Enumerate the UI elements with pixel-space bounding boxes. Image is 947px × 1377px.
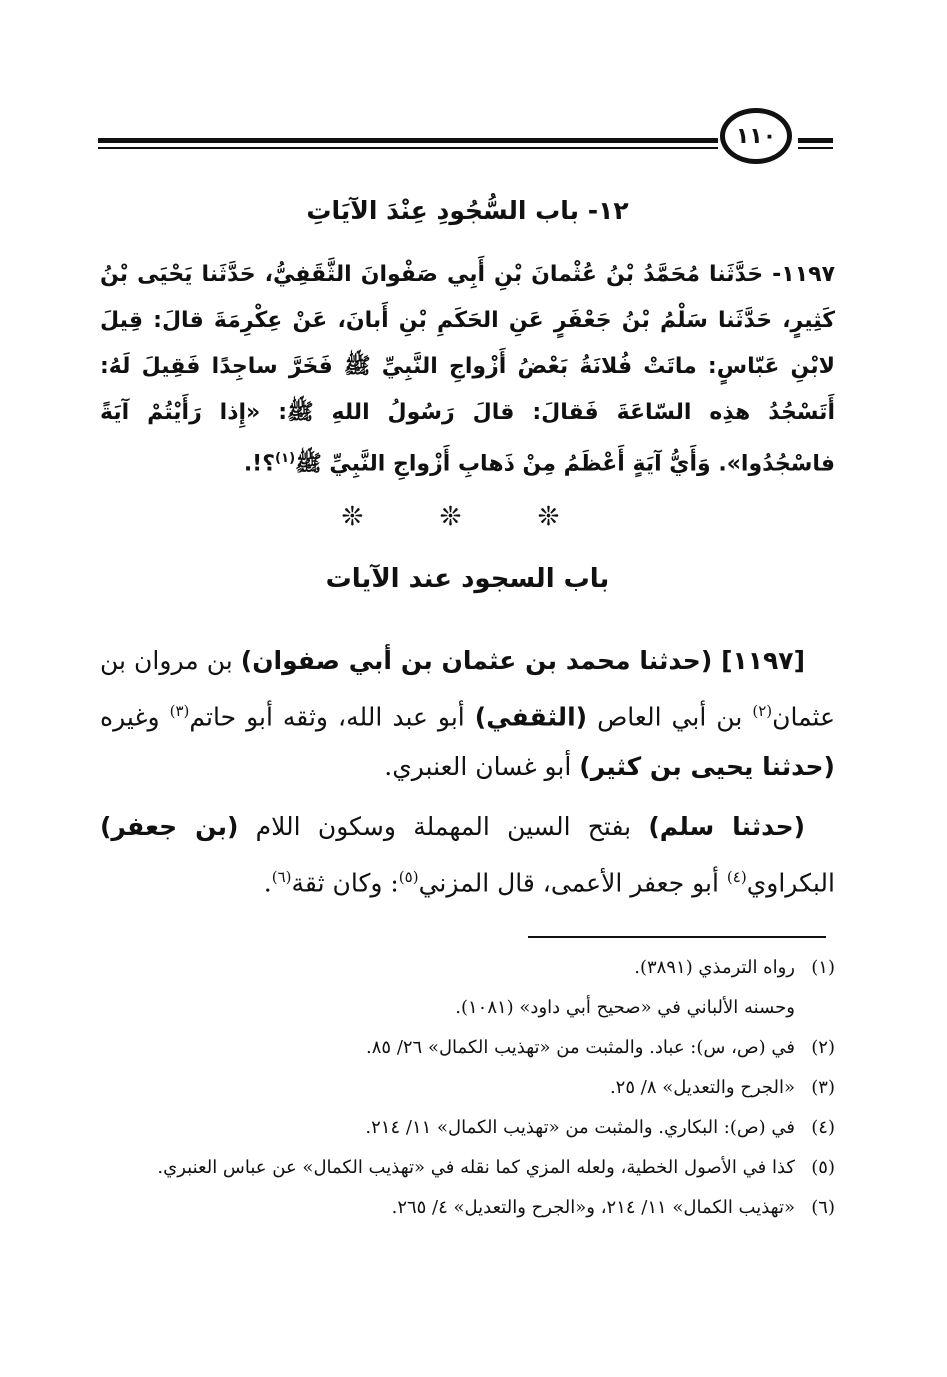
- footnote-marker-5: (٥): [398, 868, 419, 887]
- hadith-body: ١١٩٧- حَدَّثَنا مُحَمَّدُ بْنُ عُثْمانَ بْنِ أَبِي صَفْوانَ الثَّقَفِيُّ، حَدَّثَنا يَحْيَى بْنُ كَثِيرٍ، حَدَّثَنا سَلْمُ بْنُ جَعْفَرٍ عَنِ الحَكَمِ بْنِ أَبانَ، عَنْ عِكْرِمَةَ قالَ: قِيلَ لابْنِ عَبّاسٍ: ماتَتْ فُلانَةُ بَعْضُ أَزْواجِ النَّبِيِّ ﷺ فَخَرَّ ساجِدًا فَقِيلَ لَهُ: أَتَسْجُدُ هذِه السّاعَةَ فَقالَ: قالَ رَسُولُ اللهِ ﷺ: «إِذا رَأَيْتُمْ آيَةً فاسْجُدُوا». وَأَيُّ آيَةٍ أَعْظَمُ مِنْ ذَهابِ أَزْواجِ النَّبِيِّ ﷺ: [100, 262, 835, 477]
- footnote-number: (١): [811, 957, 835, 978]
- narrator-chain-3: (حدثنا سلم): [648, 812, 806, 842]
- footnote-marker-3: (٣): [169, 702, 190, 720]
- commentary-text: بن أبي العاص: [597, 702, 743, 732]
- section-separator: ❊ ❊ ❊: [341, 502, 594, 532]
- hadith-end: ؟!.: [243, 451, 275, 477]
- footnote-text: رواه الترمذي (٣٨٩١).: [634, 957, 795, 978]
- narrator-nisba: (الثقفي): [474, 702, 588, 732]
- commentary-text: وغيره: [100, 702, 160, 732]
- footnote-1: [100, 948, 835, 988]
- page-number: ١١٠: [720, 108, 792, 164]
- footnote-5: [100, 1148, 835, 1188]
- footnote-4: [100, 1108, 835, 1148]
- footnote-number: (٤): [811, 1117, 835, 1138]
- commentary-text: البكراوي: [746, 868, 835, 898]
- header-rule-right-thin: [798, 147, 833, 149]
- header-rule-thin: [98, 147, 718, 149]
- narrator-chain-2: (حدثنا يحيى بن كثير): [579, 752, 835, 782]
- footnotes: [100, 948, 835, 1228]
- commentary-text: : وكان ثقة: [291, 868, 399, 898]
- page-header: [98, 118, 833, 178]
- commentary-paragraph-2: [100, 802, 835, 908]
- footnote-marker-4: (٤): [726, 868, 747, 887]
- footnote-text: كذا في الأصول الخطية، ولعله المزي كما نقله في «تهذيب الكمال» عن عباس العنبري.: [157, 1157, 795, 1178]
- footnote-number: (٣): [811, 1077, 835, 1098]
- footnote-text: في (ص): البكاري. والمثبت من «تهذيب الكمال» ١١/ ٢١٤.: [365, 1117, 795, 1138]
- footnote-text: وحسنه الألباني في «صحيح أبي داود» (١٠٨١).: [455, 997, 795, 1018]
- commentary: [100, 636, 835, 919]
- footnote-number: (٢): [811, 1037, 835, 1058]
- header-rule-thick: [98, 138, 718, 143]
- hadith-text: [100, 252, 835, 487]
- footnote-text: «تهذيب الكمال» ١١/ ٢١٤، و«الجرح والتعديل» ٤/ ٢٦٥.: [391, 1197, 795, 1218]
- footnote-3: [100, 1068, 835, 1108]
- narrator-chain-4: (بن جعفر): [100, 812, 239, 842]
- commentary-text: .: [263, 868, 272, 898]
- footnote-2: [100, 1028, 835, 1068]
- header-rule-right-thick: [798, 138, 833, 143]
- footnote-marker-2: (٢): [752, 702, 773, 720]
- footnote-6: [100, 1188, 835, 1228]
- commentary-text: بن مروان بن عثمان: [100, 646, 835, 732]
- commentary-text: أبو جعفر الأعمى، قال المزني: [418, 868, 719, 898]
- hadith-footnote-marker: (١): [274, 451, 296, 466]
- narrator-chain-1: [١١٩٧] (حدثنا محمد بن عثمان بن أبي صفوان): [240, 646, 805, 675]
- footnote-1-continued: [100, 988, 835, 1028]
- footnote-marker-6: (٦): [271, 868, 292, 887]
- chapter-title: ١٢- باب السُّجُودِ عِنْدَ الآيَاتِ: [306, 196, 629, 225]
- commentary-text: بفتح السين المهملة وسكون اللام: [255, 812, 632, 842]
- commentary-paragraph-1: [100, 636, 835, 792]
- footnote-number: (٥): [811, 1157, 835, 1178]
- commentary-text: أبو غسان العنبري.: [384, 752, 572, 782]
- commentary-text: أبو عبد الله، وثقه أبو حاتم: [189, 702, 465, 732]
- commentary-title: باب السجود عند الآيات: [325, 564, 610, 594]
- footnote-number: (٦): [811, 1197, 835, 1218]
- footnote-text: «الجرح والتعديل» ٨/ ٢٥.: [609, 1077, 795, 1098]
- footnote-text: في (ص، س): عباد. والمثبت من «تهذيب الكمال» ٢٦/ ٨٥.: [366, 1037, 795, 1058]
- footnote-divider: [528, 936, 826, 938]
